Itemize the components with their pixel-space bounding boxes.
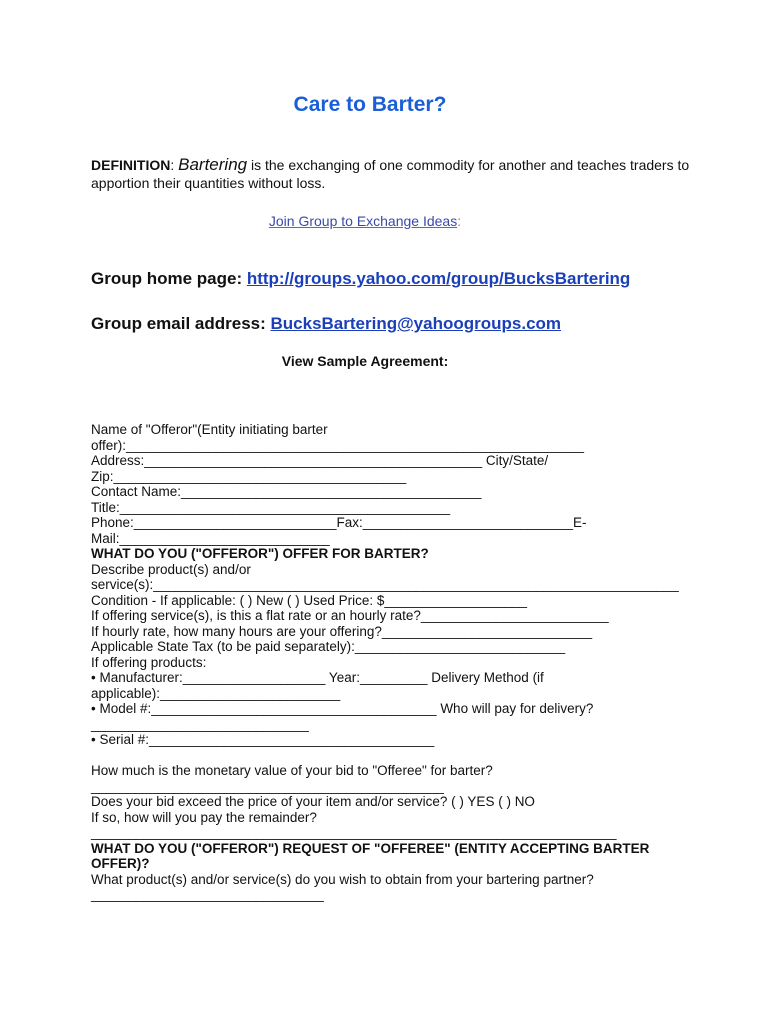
form-line: If so, how will you pay the remainder? xyxy=(91,809,317,825)
form-line: Does your bid exceed the price of your item and/or service? ( ) YES ( ) NO xyxy=(91,794,535,809)
form-section-heading: WHAT DO YOU ("OFFEROR") OFFER FOR BARTER? xyxy=(91,546,429,561)
form-line: If hourly rate, how many hours are your offering?____________________________ xyxy=(91,623,593,639)
form-line xyxy=(91,748,691,764)
form-section-heading: WHAT DO YOU ("OFFEROR") REQUEST OF "OFFEREE" (ENTITY ACCEPTING BARTER xyxy=(91,840,650,856)
form-line: service(s):______________________________________________________________________ xyxy=(91,577,679,592)
form-line: Applicable State Tax (to be paid separately):____________________________ xyxy=(91,639,566,654)
form-line: offer):_____________________________________________________________ xyxy=(91,437,585,453)
form-line: If offering products: xyxy=(91,654,207,670)
form-line: Name of "Offeror"(Entity initiating barter xyxy=(91,422,328,437)
form-line: How much is the monetary value of your bid to "Offeree" for barter? xyxy=(91,763,493,778)
form-line: _______________________________ xyxy=(91,887,324,902)
page-title: Care to Barter? xyxy=(293,93,447,116)
form-line: Title:____________________________________________ xyxy=(91,499,451,515)
form-line: • Serial #:______________________________________ xyxy=(91,732,435,747)
form-line: Condition - If applicable: ( ) New ( ) Used Price: $___________________ xyxy=(91,592,528,608)
group-email-link[interactable]: BucksBartering@yahoogroups.com xyxy=(270,314,562,333)
form-line: What product(s) and/or service(s) do you wish to obtain from your bartering partner? xyxy=(91,871,594,887)
definition-term: Bartering xyxy=(178,155,248,174)
group-email-address xyxy=(91,314,561,334)
form-line: Describe product(s) and/or xyxy=(91,561,251,577)
group-home-url-link[interactable]: http://groups.yahoo.com/group/BucksBartering xyxy=(246,269,631,288)
definition-text: is the exchanging of one commodity for another and teaches traders to apportion their quantities without loss. xyxy=(91,157,690,191)
definition-colon: : xyxy=(170,157,179,173)
definition-label: DEFINITION xyxy=(91,157,171,173)
form-line: _____________________________ xyxy=(91,716,309,732)
form-line: If offering service(s), is this a flat rate or an hourly rate?_________________________ xyxy=(91,608,609,623)
form-section-heading: OFFER)? xyxy=(91,856,150,871)
form-line: Contact Name:________________________________________ xyxy=(91,484,482,499)
form-line: applicable):________________________ xyxy=(91,685,341,701)
form-line: ______________________________________________________________________ xyxy=(91,825,617,840)
form-line: Phone:___________________________Fax:____________________________E- xyxy=(91,515,587,530)
form-line: • Model #:______________________________________ Who will pay for delivery? xyxy=(91,701,594,716)
definition-paragraph xyxy=(91,156,691,192)
form-line: _______________________________________________ xyxy=(91,778,444,794)
form-line: • Manufacturer:___________________ Year:_________ Delivery Method (if xyxy=(91,670,544,685)
form-line: Mail:____________________________ xyxy=(91,530,330,546)
form-line: Zip:_______________________________________ xyxy=(91,468,407,484)
join-group-colon: : xyxy=(457,213,462,229)
form-line: Address:_____________________________________________ City/State/ xyxy=(91,453,549,468)
group-home-label: Group home page: xyxy=(91,269,247,288)
group-home-page xyxy=(91,269,630,289)
join-group-link-text[interactable]: Join Group to Exchange Ideas xyxy=(268,213,458,229)
group-email-label: Group email address: xyxy=(91,314,271,333)
view-sample-agreement[interactable]: View Sample Agreement: xyxy=(281,353,449,369)
barter-offer-form xyxy=(91,422,691,903)
join-group-link[interactable] xyxy=(0,213,730,229)
